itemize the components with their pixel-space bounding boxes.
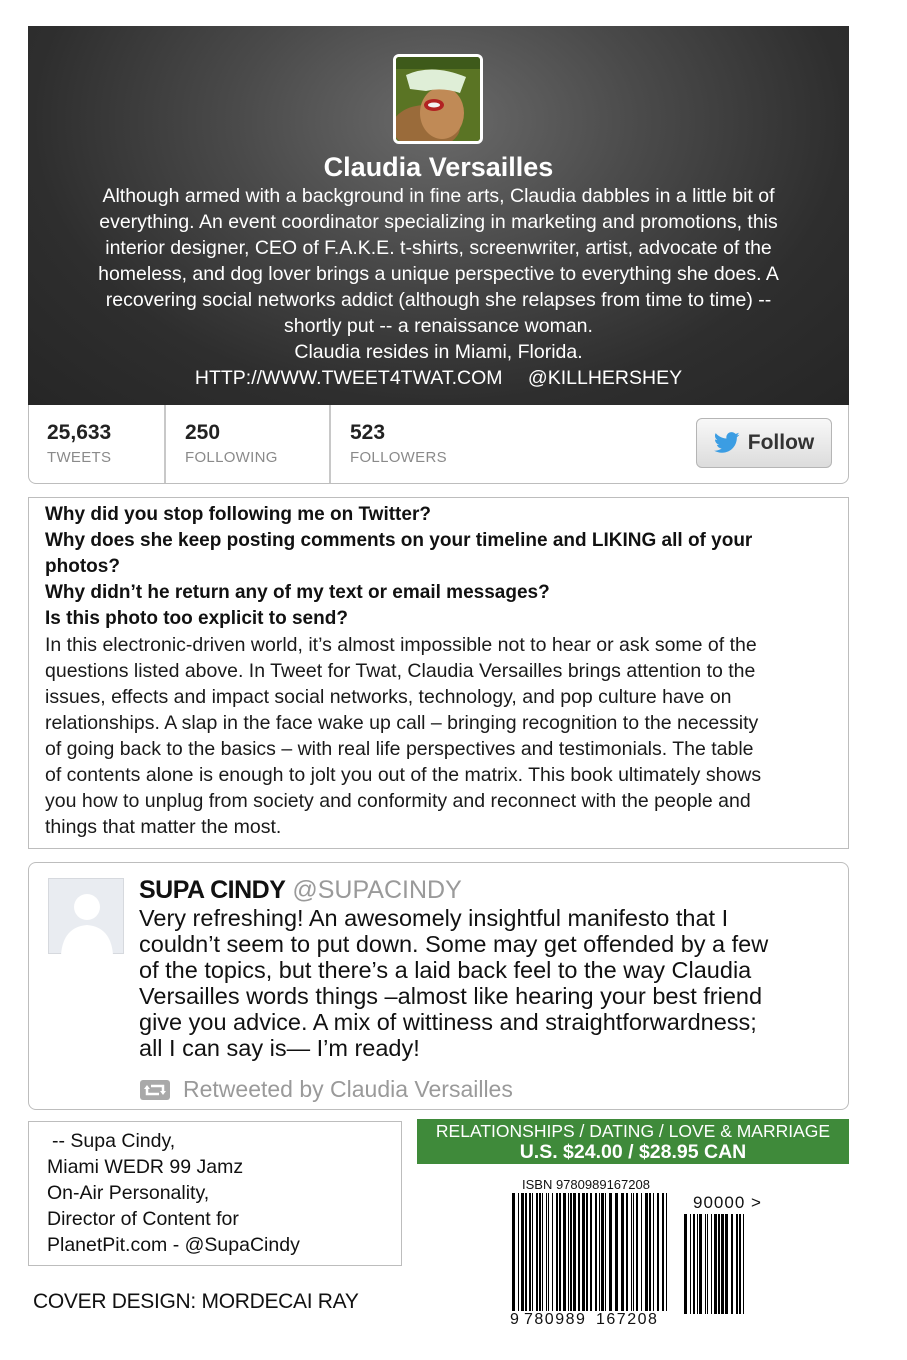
- barcode-bar: [573, 1193, 576, 1311]
- barcode-bar: [621, 1193, 624, 1311]
- attribution-line: PlanetPit.com - @SupaCindy: [47, 1234, 300, 1256]
- stat-tweets-label: TWEETS: [47, 449, 112, 466]
- barcode-bar: [653, 1193, 654, 1311]
- barcode-bar: [718, 1214, 720, 1314]
- bio-line: shortly put -- a renaissance woman.: [284, 315, 593, 337]
- barcode-bar: [736, 1214, 738, 1314]
- barcode-bar: [536, 1193, 538, 1311]
- barcode-bar: [518, 1193, 519, 1311]
- barcode-bar: [601, 1193, 604, 1311]
- barcode-bar: [743, 1214, 744, 1314]
- cover-design-credit: COVER DESIGN: MORDECAI RAY: [33, 1290, 359, 1313]
- body-line: of contents alone is enough to jolt you out of the matrix. This book ultimately shows: [45, 764, 762, 786]
- barcode-bar: [568, 1193, 569, 1311]
- barcode-bar: [697, 1214, 698, 1314]
- barcode-bar: [578, 1193, 580, 1311]
- review-line: all I can say is— I’m ready!: [139, 1035, 420, 1061]
- bio-line: Claudia resides in Miami, Florida.: [294, 341, 583, 363]
- profile-stats-bar: [28, 405, 849, 484]
- reviewer-handle[interactable]: @SUPACINDY: [292, 876, 462, 904]
- price-label: U.S. $24.00 / $28.95 CAN: [519, 1141, 747, 1163]
- barcode-bar: [636, 1193, 638, 1311]
- book-description: [28, 497, 849, 849]
- barcode-bar: [582, 1193, 585, 1311]
- category-label: RELATIONSHIPS / DATING / LOVE & MARRIAGE: [435, 1121, 831, 1141]
- barcode-bar: [731, 1214, 733, 1314]
- barcode-bar: [521, 1193, 524, 1311]
- barcode-bar: [563, 1193, 566, 1311]
- barcode-bar: [599, 1193, 600, 1311]
- barcode-bar: [556, 1193, 558, 1311]
- body-line: relationships. A slap in the face wake up call – bringing recognition to the necessity: [45, 712, 759, 734]
- barcode-bar: [605, 1193, 606, 1311]
- retweet-indicator: [139, 1076, 513, 1103]
- attribution-line: Miami WEDR 99 Jamz: [47, 1156, 244, 1178]
- attribution-line: On-Air Personality,: [47, 1182, 210, 1204]
- barcode-bar: [666, 1193, 667, 1327]
- barcode-bar: [552, 1193, 553, 1311]
- profile-photo: [396, 57, 480, 141]
- barcode-bar: [693, 1214, 695, 1314]
- barcode-bar: [609, 1193, 612, 1311]
- barcode-bar: [615, 1193, 618, 1311]
- barcode-bar: [512, 1193, 515, 1327]
- barcode-bar: [684, 1214, 687, 1314]
- stat-followers-value: 523: [350, 421, 386, 444]
- stat-followers[interactable]: [329, 405, 529, 483]
- barcode-bar: [570, 1193, 572, 1311]
- barcode-bar: [705, 1214, 706, 1314]
- question-line: Is this photo too explicit to send?: [45, 608, 348, 629]
- barcode-bar: [546, 1193, 547, 1311]
- review-text: [139, 905, 829, 1061]
- price-code: 90000 >: [693, 1193, 762, 1212]
- reviewer-avatar[interactable]: [48, 878, 124, 954]
- body-line: questions listed above. In Tweet for Twat, Claudia Versailles brings attention to the: [45, 660, 756, 682]
- barcode-bar: [590, 1193, 592, 1327]
- bio-line: everything. An event coordinator specializing in marketing and promotions, this: [99, 211, 778, 233]
- stat-following-value: 250: [185, 421, 221, 444]
- question-line: Why did you stop following me on Twitter?: [45, 504, 431, 525]
- barcode-bar: [645, 1193, 648, 1311]
- review-line: Very refreshing! An awesomely insightful manifesto that I: [139, 905, 729, 931]
- barcode-bar: [595, 1193, 597, 1311]
- body-line: of going back to the basics – with real life perspectives and testimonials. The table: [45, 738, 754, 760]
- barcode-bar: [529, 1193, 531, 1311]
- barcode-bar: [633, 1193, 634, 1311]
- isbn-digit-group: 9: [510, 1311, 519, 1328]
- price-barcode: [682, 1214, 748, 1330]
- question-line: Why does she keep posting comments on your timeline and LIKING all of your: [45, 530, 753, 551]
- barcode-bar: [657, 1193, 659, 1311]
- stat-following-label: FOLLOWING: [185, 449, 278, 466]
- reviewer-name[interactable]: SUPA CINDY: [139, 876, 286, 904]
- body-line: things that matter the most.: [45, 816, 282, 838]
- bio-line: Although armed with a background in fine arts, Claudia dabbles in a little bit of: [102, 185, 775, 207]
- review-line: give you advice. A mix of wittiness and straightforwardness;: [139, 1009, 757, 1035]
- barcode-bar: [690, 1214, 691, 1314]
- body-line: issues, effects and impact social networks, technology, and pop culture have on: [45, 686, 732, 708]
- attribution-line: Director of Content for: [47, 1208, 239, 1230]
- twitter-bird-icon: [714, 432, 740, 454]
- bio-line: recovering social networks addict (although she relapses from time to time) --: [105, 289, 772, 311]
- website-link[interactable]: HTTP://WWW.TWEET4TWAT.COM: [194, 367, 503, 389]
- isbn-barcode: [510, 1193, 670, 1327]
- bio-line: homeless, and dog lover brings a unique perspective to everything she does. A: [98, 263, 779, 285]
- barcode-bar: [707, 1214, 708, 1314]
- retweet-icon: [139, 1079, 171, 1101]
- barcode-bar: [542, 1193, 543, 1311]
- isbn-digit-group: 780989: [524, 1311, 587, 1328]
- profile-avatar[interactable]: [393, 54, 483, 144]
- barcode-bar: [699, 1214, 702, 1314]
- barcode-bar: [662, 1193, 664, 1311]
- review-tweet-card: [28, 862, 849, 1110]
- barcode-bar: [641, 1193, 642, 1311]
- body-line: you how to unplug from society and conformity and reconnect with the people and: [45, 790, 751, 812]
- barcode-bar: [559, 1193, 561, 1311]
- review-line: couldn’t seem to put down. Some may get offended by a few: [139, 931, 769, 957]
- barcode-bar: [725, 1214, 728, 1314]
- follow-button[interactable]: [696, 418, 832, 468]
- person-icon: [49, 879, 125, 955]
- profile-bio: [60, 183, 817, 391]
- description-body: [45, 632, 832, 840]
- retweeted-by-label: Retweeted by Claudia Versailles: [183, 1076, 513, 1102]
- barcode-bar: [626, 1193, 628, 1311]
- barcode-bar: [548, 1193, 549, 1311]
- barcode-bar: [711, 1214, 712, 1314]
- barcode-bar: [721, 1214, 724, 1314]
- bio-line: interior designer, CEO of F.A.K.E. t-shirts, screenwriter, artist, advocate of the: [105, 237, 772, 259]
- stat-tweets-value: 25,633: [47, 421, 112, 444]
- review-attribution: [28, 1121, 402, 1266]
- barcode-bar: [525, 1193, 527, 1311]
- body-line: In this electronic-driven world, it’s almost impossible not to hear or ask some of the: [45, 634, 757, 656]
- isbn-digit-group: 167208: [596, 1311, 659, 1328]
- stat-following[interactable]: [164, 405, 328, 483]
- barcode-bar: [586, 1193, 588, 1311]
- handle-link[interactable]: @KILLHERSHEY: [527, 367, 683, 389]
- barcode-bar: [714, 1214, 717, 1314]
- stat-followers-label: FOLLOWERS: [350, 449, 447, 466]
- isbn-digits: [510, 1311, 672, 1329]
- question-line: photos?: [45, 556, 120, 577]
- bio-links: [60, 365, 817, 391]
- question-line: Why didn’t he return any of my text or email messages?: [45, 582, 550, 603]
- profile-name: Claudia Versailles: [323, 152, 554, 182]
- isbn-label: ISBN 9780989167208: [522, 1177, 650, 1192]
- reviewer-header: [139, 875, 462, 905]
- barcode-bar: [739, 1214, 741, 1314]
- barcode-bar: [532, 1193, 533, 1311]
- follow-button-label: Follow: [747, 431, 815, 454]
- attribution-line: -- Supa Cindy,: [52, 1130, 176, 1152]
- stat-tweets[interactable]: [47, 405, 163, 483]
- review-line: Versailles words things –almost like hearing your best friend: [139, 983, 763, 1009]
- barcode-bar: [649, 1193, 651, 1311]
- review-line: of the topics, but there’s a laid back feel to the way Claudia: [139, 957, 752, 983]
- category-price-banner: [417, 1119, 849, 1164]
- barcode-bar: [631, 1193, 632, 1311]
- profile-header: [28, 26, 849, 405]
- barcode-bar: [539, 1193, 541, 1311]
